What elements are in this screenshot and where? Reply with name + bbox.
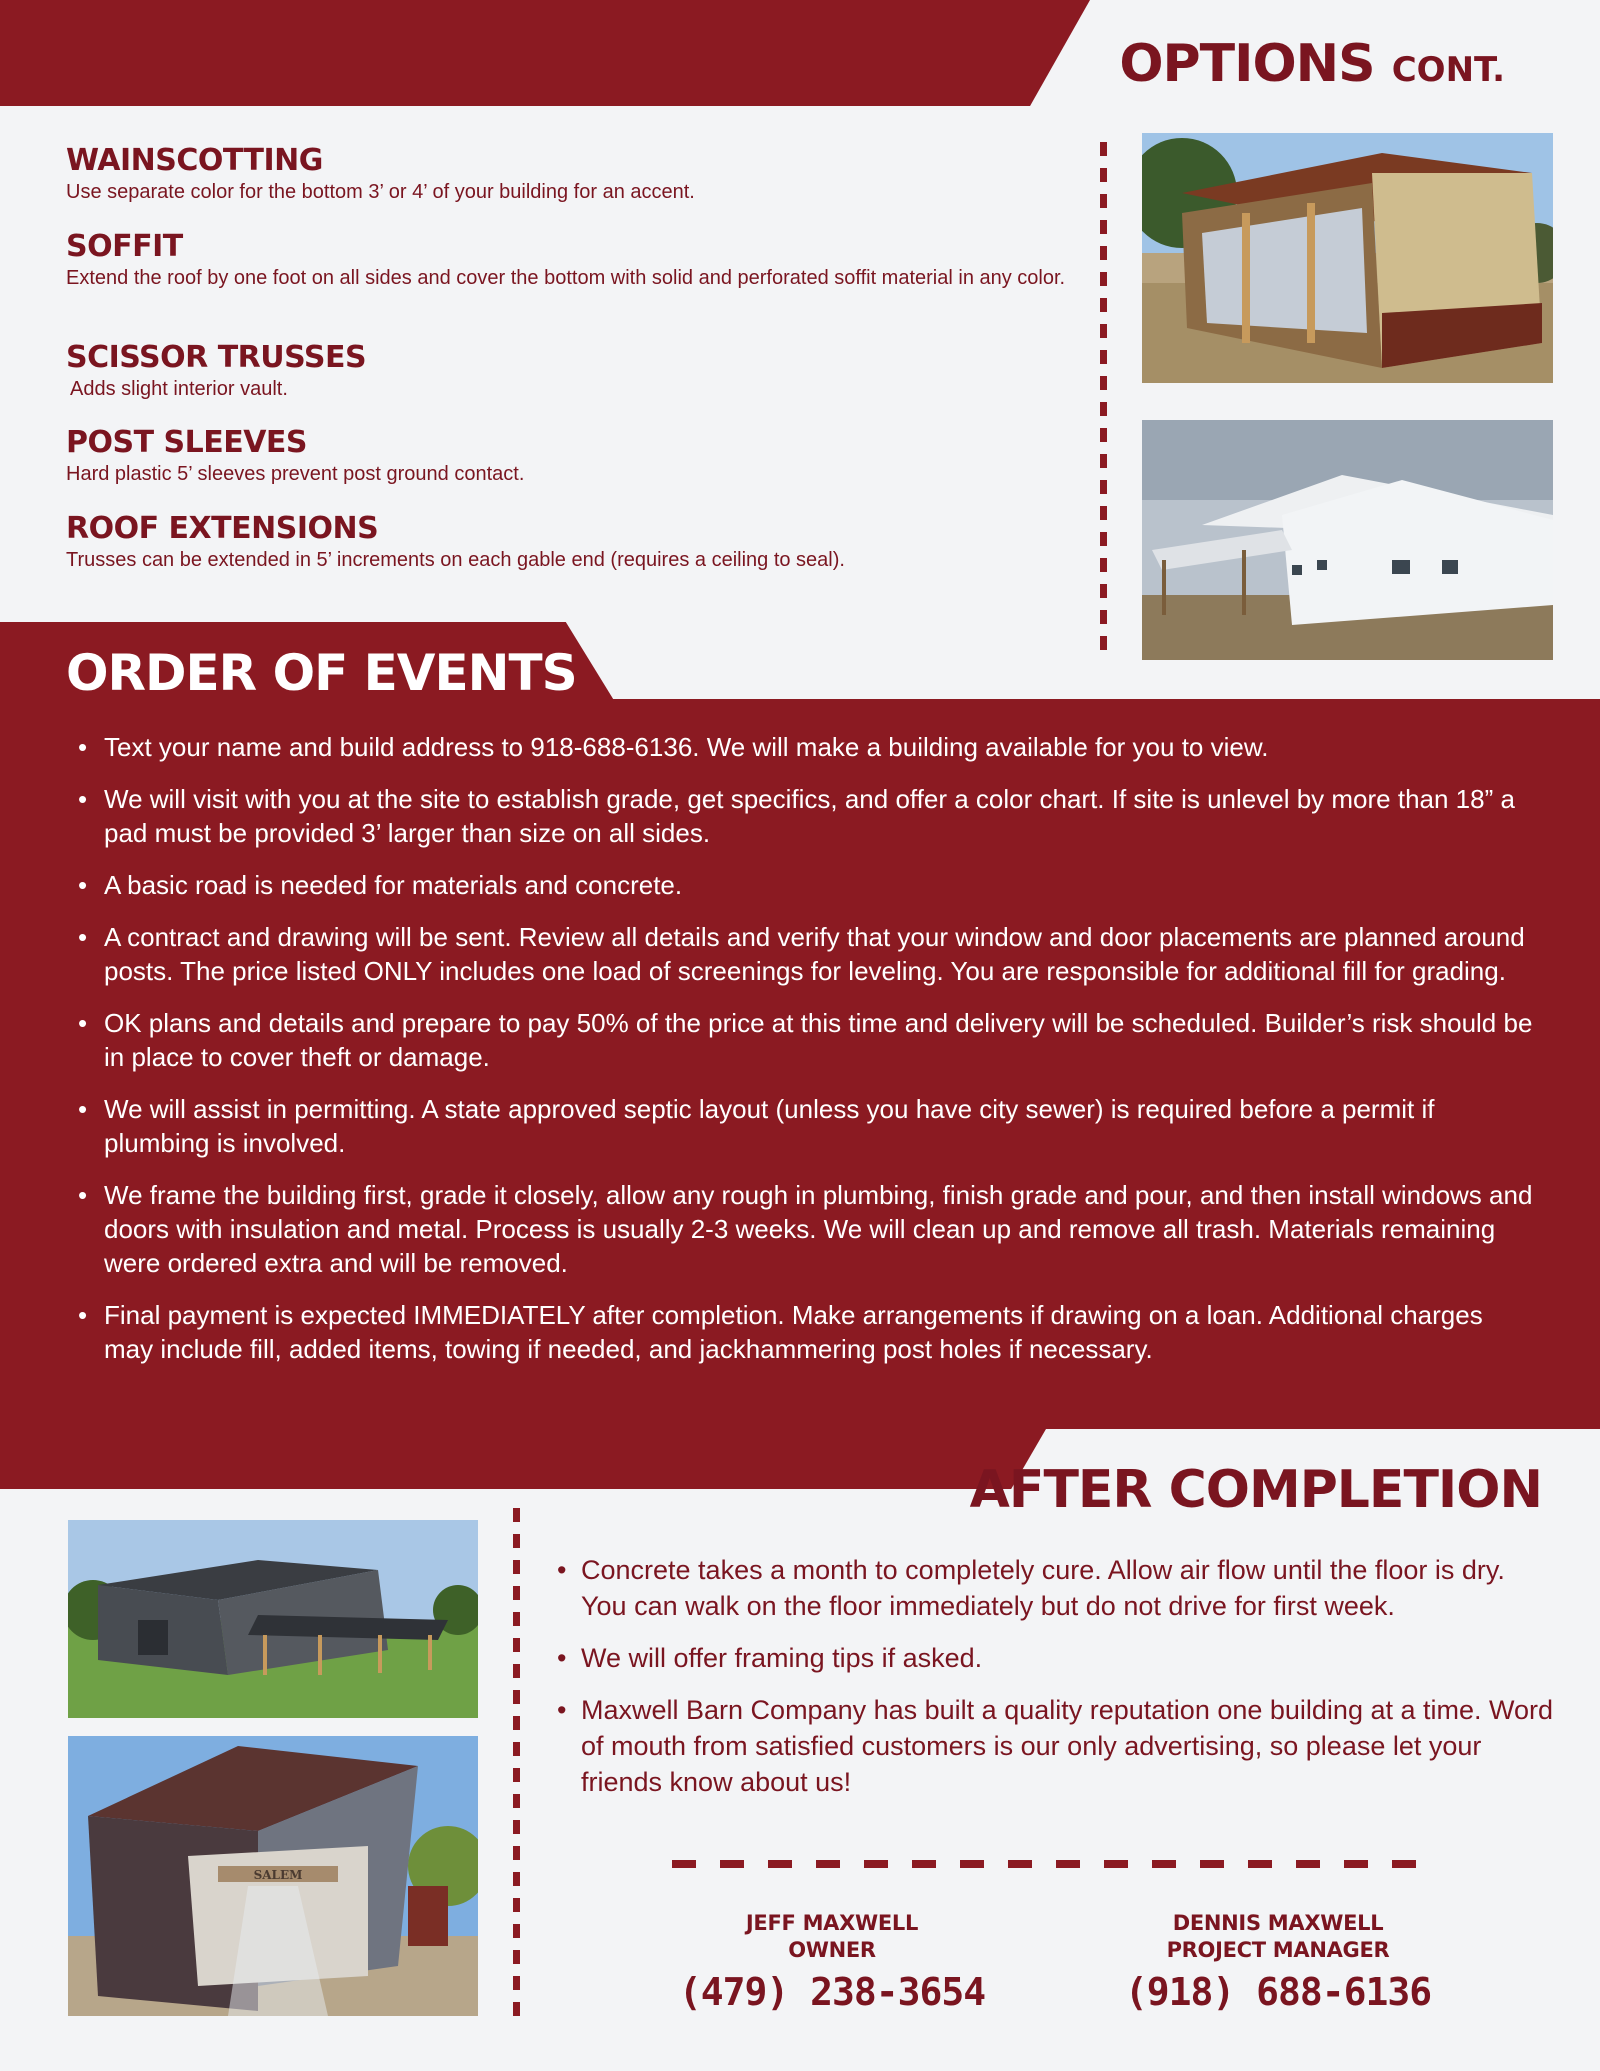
list-item: • A basic road is needed for materials and concrete. xyxy=(76,868,1536,902)
order-of-events-list xyxy=(76,730,1536,1384)
photo-open-shed xyxy=(1142,133,1553,383)
option-item xyxy=(66,340,1046,402)
contact-phone[interactable]: (918) 688-6136 xyxy=(1124,1970,1432,2014)
option-item xyxy=(66,143,1046,205)
photo-open-shed-image xyxy=(1142,133,1553,383)
order-of-events-title: ORDER OF EVENTS xyxy=(66,644,577,702)
option-description: Adds slight interior vault. xyxy=(70,378,288,400)
option-description: Trusses can be extended in 5’ increments on each gable end (requires a ceiling to seal). xyxy=(66,549,845,571)
contact-phone[interactable]: (479) 238-3654 xyxy=(678,1970,986,2014)
after-completion-list xyxy=(555,1552,1555,1816)
option-description: Use separate color for the bottom 3’ or 4’ of your building for an accent. xyxy=(66,181,695,203)
photo-dark-barn xyxy=(68,1520,478,1718)
photo-white-barn xyxy=(1142,420,1553,660)
list-item: • Concrete takes a month to completely cure. Allow air flow until the floor is dry. You can walk on the floor immediately but do not drive for first week. xyxy=(555,1552,1555,1624)
contact-dennis-maxwell xyxy=(1068,1910,1488,2014)
vertical-dashed-divider xyxy=(1100,142,1107,650)
contact-name: JEFF MAXWELL xyxy=(745,1911,919,1935)
vertical-dashed-divider xyxy=(513,1508,520,2018)
top-accent-band xyxy=(0,0,1090,106)
option-item xyxy=(66,425,1046,487)
list-item: • OK plans and details and prepare to pay 50% of the price at this time and delivery will be scheduled. Builder’s risk should be in place to cover theft or damage. xyxy=(76,1006,1536,1074)
options-title-main: OPTIONS xyxy=(1119,34,1375,94)
photo-rv-carport xyxy=(68,1736,478,2016)
list-item: • Final payment is expected IMMEDIATELY after completion. Make arrangements if drawing on a loan. Additional charges may include fill, added items, towing if needed, and jackhammering post holes if necessary. xyxy=(76,1298,1536,1366)
contact-name: DENNIS MAXWELL xyxy=(1172,1911,1384,1935)
option-heading: SOFFIT xyxy=(66,229,183,264)
option-heading: ROOF EXTENSIONS xyxy=(66,511,379,546)
option-description: Extend the roof by one foot on all sides and cover the bottom with solid and perforated soffit material in any color. xyxy=(66,267,1066,289)
contact-jeff-maxwell xyxy=(622,1910,1042,2014)
photo-rv-carport-image xyxy=(68,1736,478,2016)
option-item xyxy=(66,229,1066,291)
options-title-cont: CONT. xyxy=(1391,50,1505,90)
option-description: Hard plastic 5’ sleeves prevent post ground contact. xyxy=(66,463,525,485)
list-item: • We will offer framing tips if asked. xyxy=(555,1640,1555,1676)
photo-white-barn-image xyxy=(1142,420,1553,660)
option-item xyxy=(66,511,1046,573)
horizontal-dashed-divider xyxy=(672,1860,1427,1868)
list-item: • We will assist in permitting. A state approved septic layout (unless you have city sewer) is required before a permit if plumbing is involved. xyxy=(76,1092,1536,1160)
contact-role: OWNER xyxy=(788,1938,876,1962)
list-item: • A contract and drawing will be sent. Review all details and verify that your window and door placements are planned around posts. The price listed ONLY includes one load of screenings for leveling. You are responsible for additional fill for grading. xyxy=(76,920,1536,988)
options-title xyxy=(1119,34,1505,94)
list-item: • Maxwell Barn Company has built a quality reputation one building at a time. Word of mouth from satisfied customers is our only advertising, so please let your friends know about us! xyxy=(555,1692,1555,1800)
list-item: • Text your name and build address to 918-688-6136. We will make a building available for you to view. xyxy=(76,730,1536,764)
list-item: • We will visit with you at the site to establish grade, get specifics, and offer a color chart. If site is unlevel by more than 18” a pad must be provided 3’ larger than size on all sides. xyxy=(76,782,1536,850)
after-completion-title: AFTER COMPLETION xyxy=(969,1460,1542,1520)
photo-dark-barn-image xyxy=(68,1520,478,1718)
rv-brand-label: SALEM xyxy=(253,1868,303,1882)
option-heading: POST SLEEVES xyxy=(66,425,308,460)
option-heading: WAINSCOTTING xyxy=(66,143,323,178)
contact-role: PROJECT MANAGER xyxy=(1166,1938,1390,1962)
option-heading: SCISSOR TRUSSES xyxy=(66,340,367,375)
list-item: • We frame the building first, grade it closely, allow any rough in plumbing, finish grade and pour, and then install windows and doors with insulation and metal. Process is usually 2-3 weeks. We will clean up and remove all trash. Materials remaining were ordered extra and will be removed. xyxy=(76,1178,1536,1280)
